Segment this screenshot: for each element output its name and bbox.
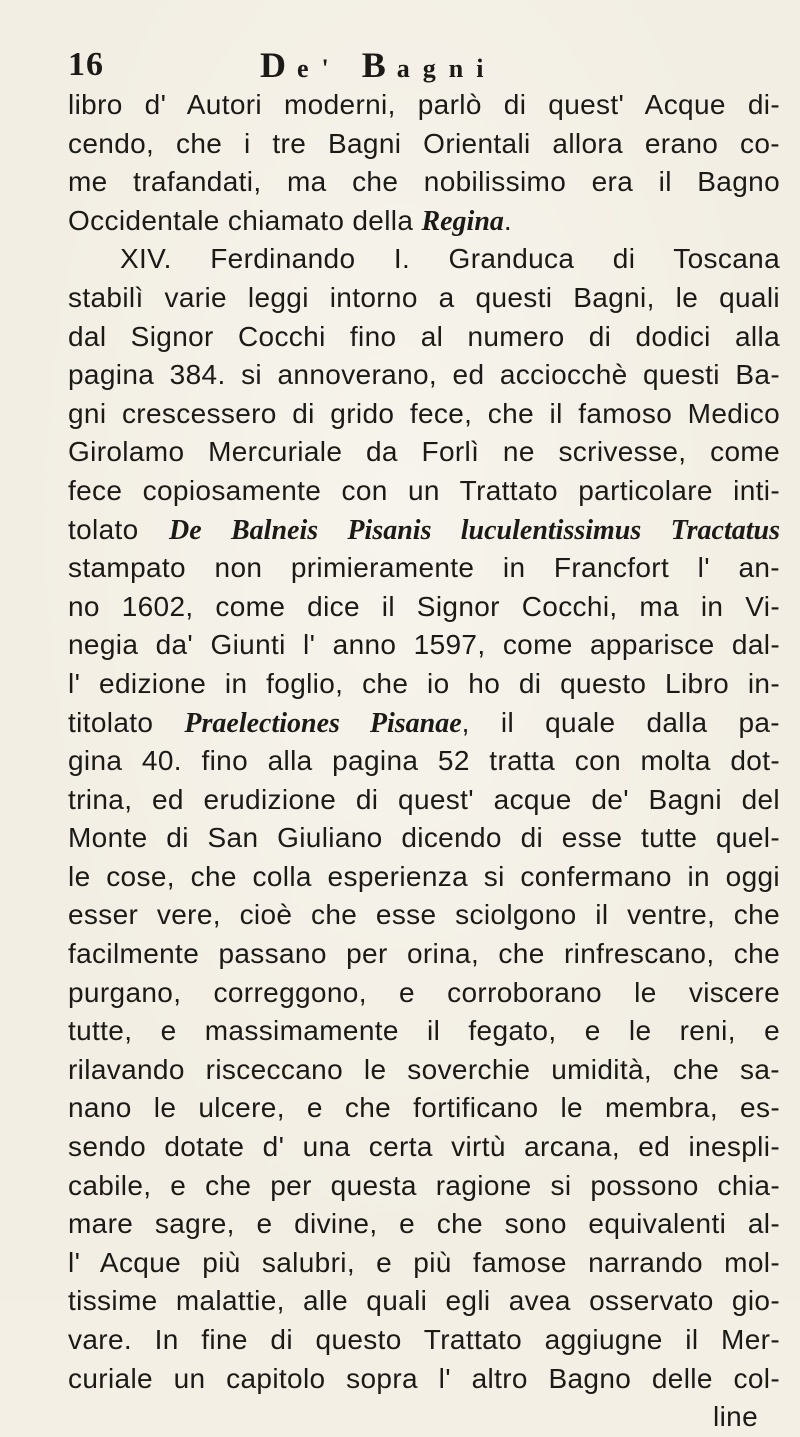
text-run: . — [503, 204, 513, 236]
text-line: nano le ulcere, e che fortificano le membra, es- — [68, 1092, 780, 1124]
running-title-mid: e — [297, 54, 322, 83]
text-line: gina 40. fino alla pagina 52 tratta con molta dot- — [68, 745, 780, 777]
text-line: l' Acque più salubri, e più famose narrando mol- — [68, 1246, 780, 1278]
catchword: line — [713, 1401, 758, 1433]
body-text — [68, 86, 780, 1437]
text-line: cabile, e che per questa ragione si possono chia- — [68, 1169, 780, 1201]
text-line: mare sagre, e divine, e che sono equivalenti al- — [68, 1208, 780, 1240]
text-line: cendo, che i tre Bagni Orientali allora erano co- — [68, 127, 780, 159]
text-line: l' edizione in foglio, che io ho di questo Libro in- — [68, 667, 780, 699]
text-line — [68, 511, 780, 550]
text-run: tolato — [68, 513, 139, 545]
text-line: trina, ed erudizione di quest' acque de' Bagni del — [68, 783, 780, 815]
text-line: no 1602, come dice il Signor Cocchi, ma in Vi- — [68, 590, 780, 622]
running-title-rest: agni — [396, 54, 497, 83]
paragraph-start-line: XIV. Ferdinando I. Granduca di Toscana — [120, 243, 780, 275]
text-line: purgano, correggono, e corroborano le viscere — [68, 976, 780, 1008]
text-line: curiale un capitolo sopra l' altro Bagno delle col- — [68, 1362, 780, 1394]
text-run: , il quale dalla pa- — [461, 706, 780, 738]
text-line: esser vere, cioè che esse sciolgono il ventre, che — [68, 899, 780, 931]
text-line: libro d' Autori moderni, parlò di quest' Acque di- — [68, 89, 780, 120]
running-title — [260, 44, 496, 86]
text-run: Occidentale chiamato della — [68, 204, 414, 236]
text-line: fece copiosamente con un Trattato particolare inti- — [68, 474, 780, 506]
text-line: dal Signor Cocchi fino al numero di dodici alla — [68, 320, 780, 352]
italic-title-de-balneis: De Balneis Pisanis luculentissimus Tractatus — [169, 514, 780, 546]
running-title-apostrophe: ' — [321, 54, 342, 83]
running-title-b: B — [361, 45, 397, 85]
text-line: stampato non primieramente in Francfort l' an- — [68, 552, 780, 584]
running-title-cap: D — [260, 45, 297, 85]
text-run: titolato — [68, 706, 154, 738]
text-line: le cose, che colla esperienza si confermano in oggi — [68, 860, 780, 892]
text-line: facilmente passano per orina, che rinfrescano, che — [68, 938, 780, 970]
italic-title-regina: Regina — [421, 205, 504, 237]
text-line: tissime malattie, alle quali egli avea osservato gio- — [68, 1285, 780, 1317]
text-line — [68, 704, 780, 743]
text-line — [68, 202, 780, 241]
text-line: sendo dotate d' una certa virtù arcana, ed inespli- — [68, 1131, 780, 1163]
text-line: vare. In fine di questo Trattato aggiugne il Mer- — [68, 1324, 780, 1355]
italic-title-praelectiones: Praelectiones Pisanae — [184, 707, 462, 739]
text-line: negia da' Giunti l' anno 1597, come apparisce dal- — [68, 629, 780, 661]
page-number: 16 — [68, 46, 104, 83]
text-line: rilavando risceccano le soverchie umidità, che sa- — [68, 1053, 780, 1085]
page-header — [68, 42, 768, 90]
text-line: tutte, e massimamente il fegato, e le reni, e — [68, 1015, 780, 1047]
text-line: me trafandati, ma che nobilissimo era il Bagno — [68, 166, 780, 198]
text-line: gni crescessero di grido fece, che il famoso Medico — [68, 397, 780, 429]
text-line: pagina 384. si annoverano, ed acciocchè questi Ba- — [68, 359, 780, 391]
text-line: Girolamo Mercuriale da Forlì ne scrivesse, come — [68, 436, 780, 468]
text-line: stabilì varie leggi intorno a questi Bagni, le quali — [68, 281, 780, 313]
text-line: Monte di San Giuliano dicendo di esse tutte quel- — [68, 822, 780, 854]
